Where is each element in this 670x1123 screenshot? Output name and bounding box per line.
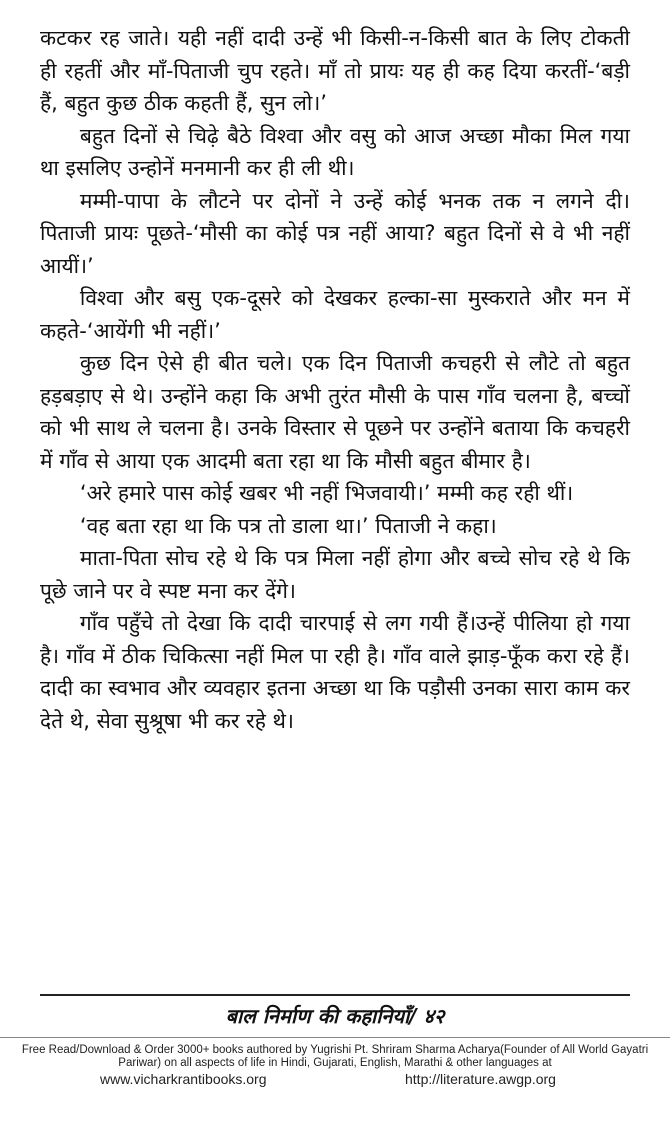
footer-top-rule [40, 994, 630, 996]
book-title-page-number: बाल निर्माण की कहानियाँ/ ४२ [225, 1004, 445, 1028]
publisher-credit: Free Read/Download & Order 3000+ books authored by Yugrishi Pt. Shriram Sharma Acharya(Founder of All World Gayatri Pariwar) on all aspects of life in Hindi, Gujarati, English, Marathi & other languages at [21, 1044, 649, 1069]
paragraph-7: ‘वह बता रहा था कि पत्र तो डाला था।’ पिताजी ने कहा। [79, 513, 497, 538]
footer-divider [0, 1037, 670, 1038]
link-literature-awgp[interactable]: http://literature.awgp.org [405, 1071, 556, 1087]
footer-links [0, 1071, 670, 1091]
paragraph-2: बहुत दिनों से चिढ़े बैठे विश्वा और वसु को आज अच्छा मौका मिल गया था इसलिए उन्होनें मनमानी कर ही ली थी। [40, 123, 630, 180]
paragraph-6: ‘अरे हमारे पास कोई खबर भी नहीं भिजवायी।’ मम्मी कह रही थीं। [79, 481, 574, 505]
paragraph-3: मम्मी-पापा के लौटने पर दोनों ने उन्हें कोई भनक तक न लगने दी। पिताजी प्रायः पूछते-‘मौसी का कोई पत्र नहीं आया? बहुत दिनों से वे भी नहीं आयीं।’ [40, 188, 630, 278]
paragraph-4: विश्वा और बसु एक-दूसरे को देखकर हल्का-सा मुस्कराते और मन में कहते-‘आयेंगी भी नहीं।’ [40, 286, 630, 343]
paragraph-8: माता-पिता सोच रहे थे कि पत्र मिला नहीं होगा और बच्चे सोच रहे थे कि पूछे जाने पर वे स्पष्ट मना कर देंगे। [40, 546, 630, 603]
paragraph-9: गाँव पहुँचे तो देखा कि दादी चारपाई से लग गयी हैं।उन्हें पीलिया हो गया है। गाँव में ठीक चिकित्सा नहीं मिल पा रही है। गाँव वाले झाड़-फूँक करा रहे हैं। दादी का स्वभाव और व्यवहार इतना अच्छा था कि पड़ौसी उनका सारा काम कर देते थे, सेवा सुश्रूषा भी कर रहे थे। [40, 611, 630, 733]
paragraph-1: कटकर रह जाते। यही नहीं दादी उन्हें भी किसी-न-किसी बात के लिए टोकती ही रहतीं और माँ-पिताजी चुप रहते। माँ तो प्रायः यह ही कह दिया करतीं-‘बड़ी हैं, बहुत कुछ ठीक कहती हैं, सुन लो।’ [40, 26, 630, 115]
story-text [40, 22, 630, 737]
link-vicharkrantibooks[interactable]: www.vicharkrantibooks.org [100, 1071, 267, 1087]
paragraph-5: कुछ दिन ऐसे ही बीत चले। एक दिन पिताजी कचहरी से लौटे तो बहुत हड़बड़ाए से थे। उन्होंने कहा कि अभी तुरंत मौसी के पास गाँव चलना है, बच्चों को भी साथ ले चलना है। उनके विस्तार से पूछने पर उन्होंने बताया कि कचहरी में गाँव से आया एक आदमी बता रहा था कि मौसी बहुत बीमार है। [40, 351, 630, 473]
